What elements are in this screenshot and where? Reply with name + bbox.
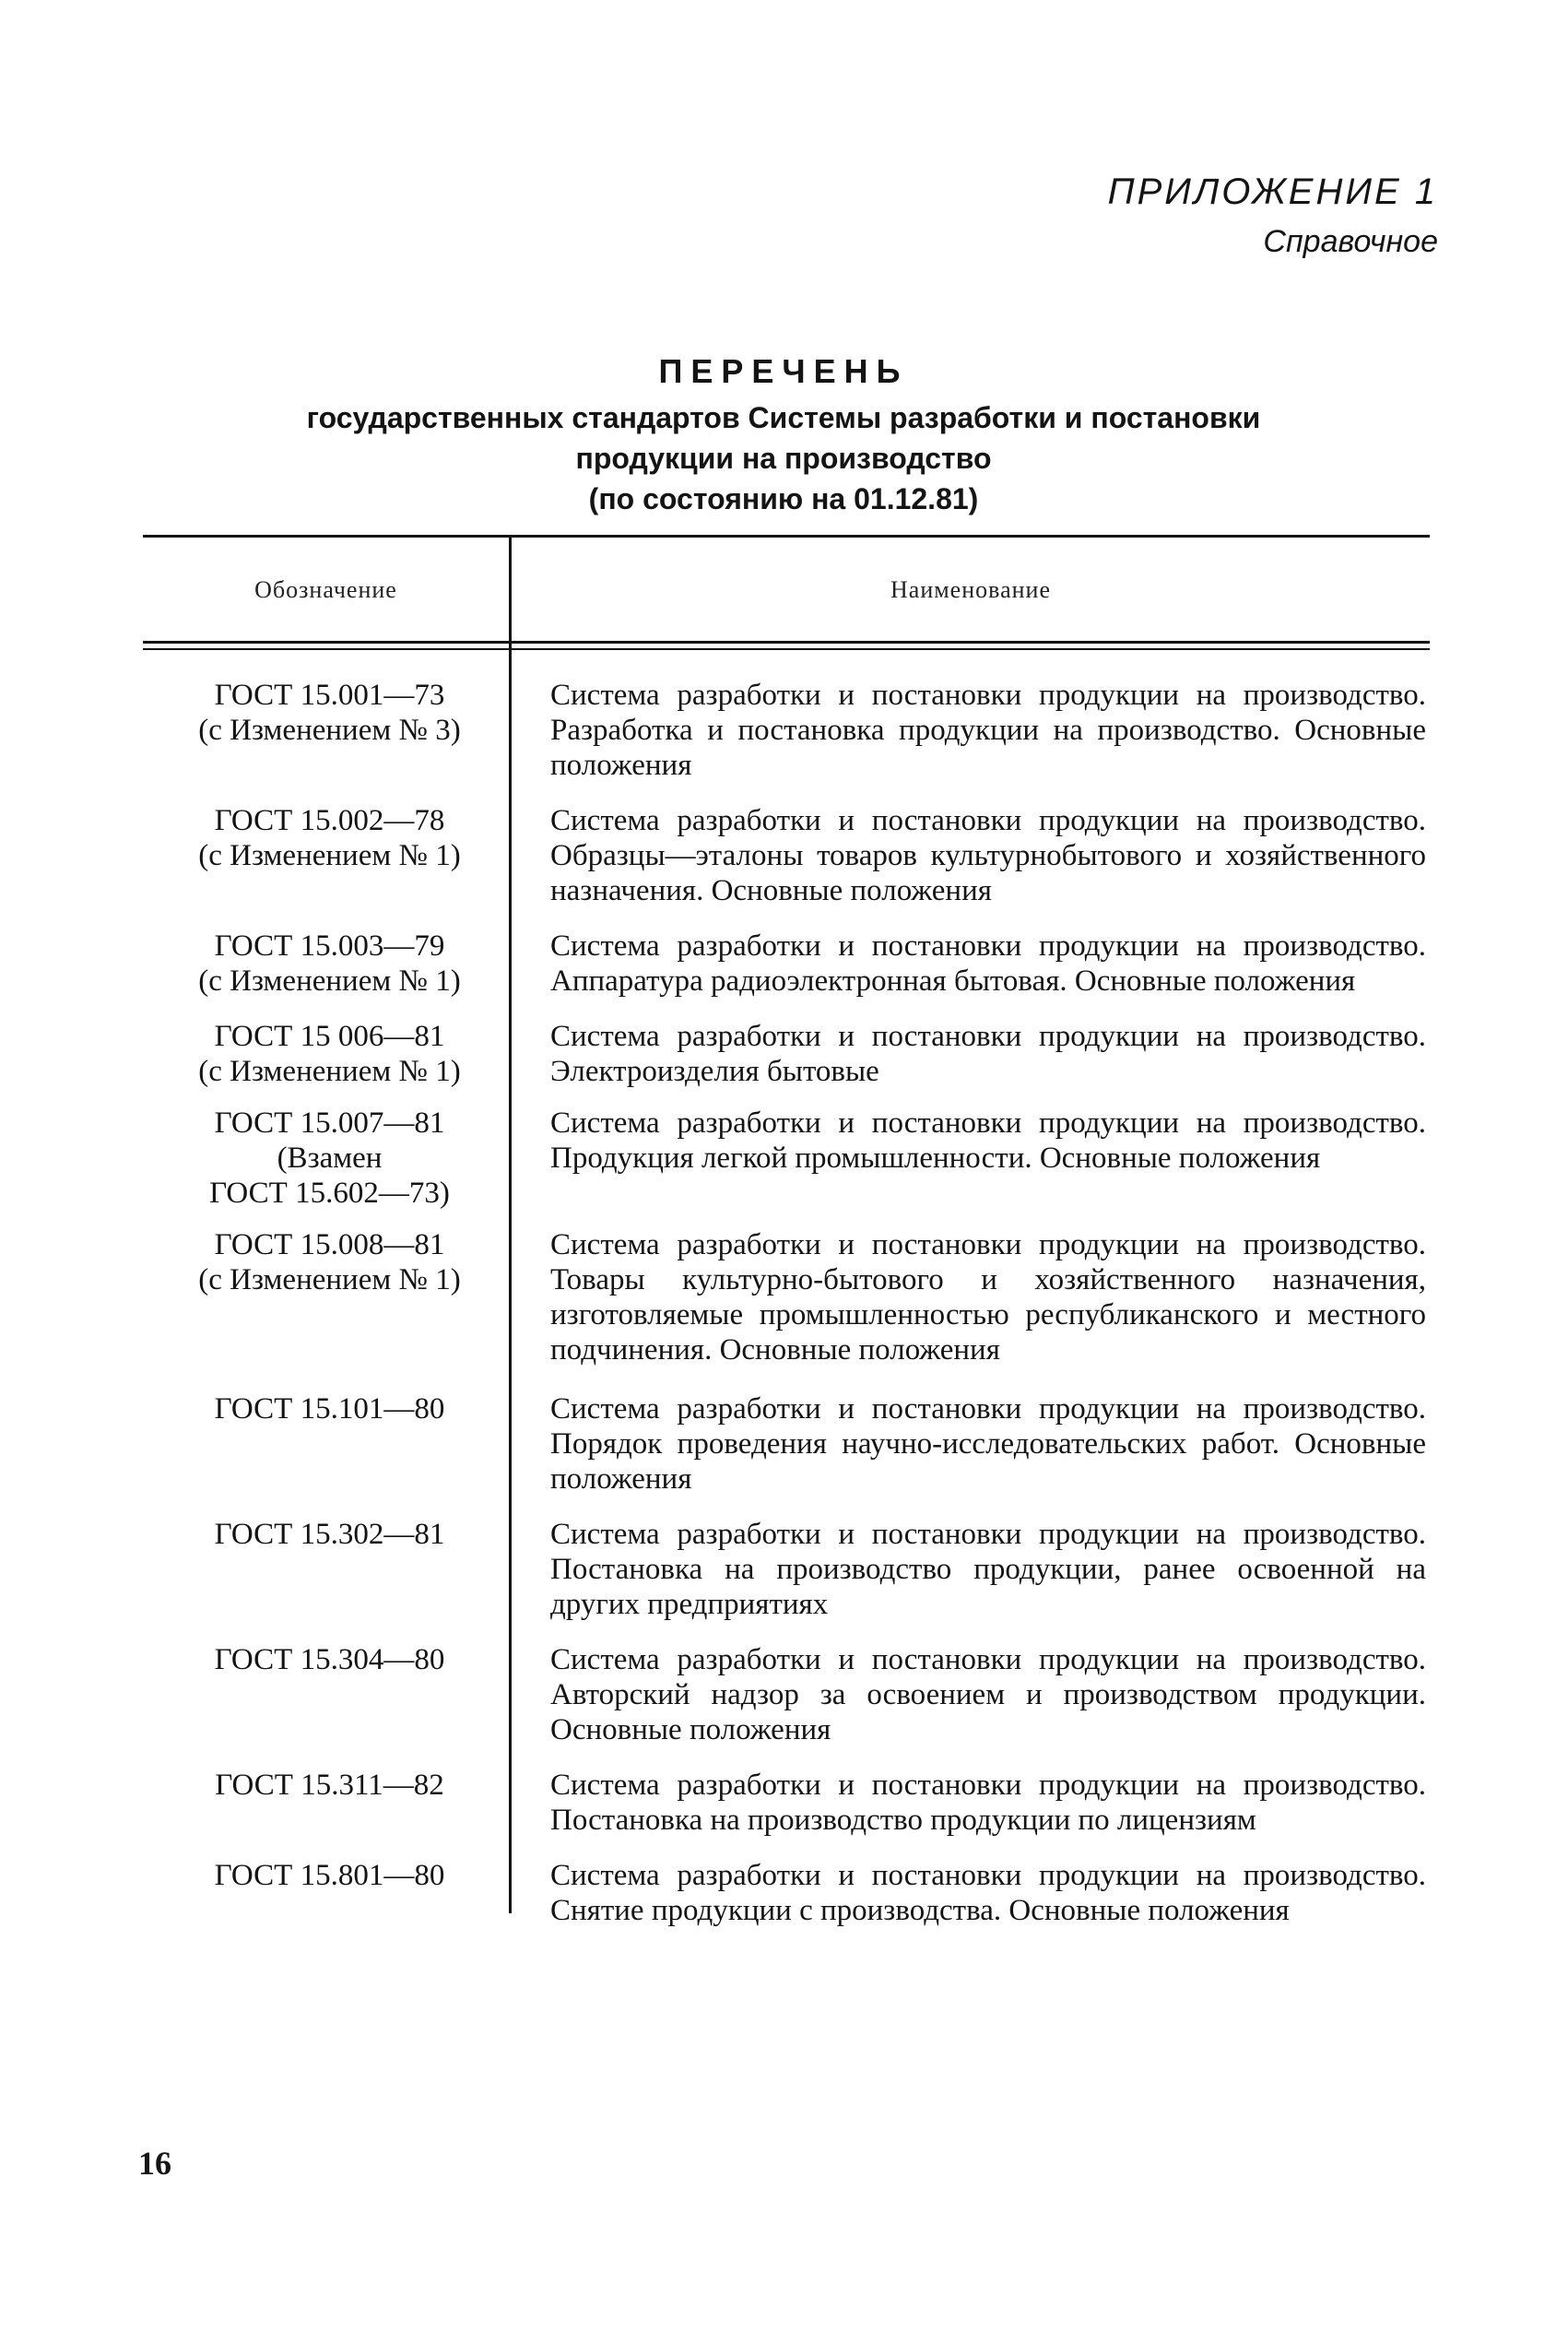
- designation-line: (с Изменением № 1): [198, 964, 461, 998]
- table-row: [143, 1391, 1430, 1497]
- designation-line: (Взамен: [277, 1142, 383, 1175]
- standard-name: Система разработки и постановки продукции на производство. Образцы—эталоны товаров культурнобытового и хозяйственного назначения. Основные положения: [550, 804, 1426, 907]
- standard-name: Система разработки и постановки продукции на производство. Постановка на производство продукции, ранее освоенной на других предприятиях: [550, 1518, 1426, 1621]
- standard-name: Система разработки и постановки продукции на производство. Товары культурно-бытового и хозяйственного назначения, изготовляемые промышленностью республиканского и местного подчинения. Основные положения: [550, 1228, 1426, 1367]
- designation-line: ГОСТ 15.008—81: [214, 1228, 445, 1261]
- designation-line: (с Изменением № 3): [198, 714, 461, 747]
- table-row: [143, 929, 1430, 999]
- designation-line: ГОСТ 15.007—81: [214, 1106, 445, 1140]
- standard-designation: [143, 1227, 512, 1297]
- designation-line: ГОСТ 15.311—82: [215, 1769, 444, 1802]
- designation-line: (с Изменением № 1): [198, 1055, 461, 1088]
- standard-name: Система разработки и постановки продукции на производство. Электроизделия бытовые: [550, 1020, 1426, 1088]
- header-rule: [143, 641, 1430, 644]
- designation-line: (с Изменением № 1): [198, 1263, 461, 1296]
- standards-table: [143, 678, 1430, 1928]
- designation-line: ГОСТ 15.101—80: [214, 1392, 445, 1426]
- table-row: [143, 1642, 1430, 1747]
- standard-designation: [143, 1019, 512, 1089]
- designation-line: ГОСТ 15.003—79: [214, 929, 445, 963]
- table-row: [143, 1019, 1430, 1089]
- standard-designation: [143, 1858, 512, 1893]
- designation-line: ГОСТ 15.001—73: [214, 679, 445, 712]
- standard-designation: [143, 803, 512, 873]
- standard-designation: [143, 1642, 512, 1677]
- table-row: [143, 1768, 1430, 1838]
- table-row: [143, 803, 1430, 908]
- heading-line-1: государственных стандартов Системы разработки и постановки: [306, 401, 1261, 434]
- designation-line: ГОСТ 15.304—80: [214, 1643, 445, 1676]
- heading-title: ПЕРЕЧЕНЬ: [658, 352, 909, 390]
- page-number: 16: [138, 2145, 171, 2182]
- standard-designation: [143, 1106, 512, 1211]
- standard-name: Система разработки и постановки продукции на производство. Авторский надзор за освоением и производством продукции. Основные положения: [550, 1643, 1426, 1746]
- table-top-rule: [143, 535, 1430, 538]
- standard-name: Система разработки и постановки продукции на производство. Снятие продукции с производства. Основные положения: [550, 1859, 1426, 1927]
- standard-name: Система разработки и постановки продукции на производство. Аппаратура радиоэлектронная бытовая. Основные положения: [550, 929, 1426, 998]
- designation-line: ГОСТ 15.002—78: [214, 804, 445, 837]
- column-header-designation: Обозначение: [254, 576, 397, 603]
- standard-designation: [143, 1768, 512, 1803]
- table-row: [143, 1106, 1430, 1211]
- designation-line: ГОСТ 15 006—81: [214, 1020, 445, 1053]
- table-row: [143, 1517, 1430, 1622]
- designation-line: ГОСТ 15.302—81: [214, 1518, 445, 1551]
- table-row: [143, 1227, 1430, 1367]
- standard-name: Система разработки и постановки продукции на производство. Продукция легкой промышленности. Основные положения: [550, 1106, 1426, 1175]
- standard-designation: [143, 678, 512, 748]
- appendix-block: [996, 166, 1438, 266]
- standard-name: Система разработки и постановки продукции на производство. Постановка на производство продукции по лицензиям: [550, 1769, 1426, 1837]
- standard-designation: [143, 1391, 512, 1426]
- appendix-subtitle: Справочное: [1263, 224, 1438, 259]
- table-row: [143, 678, 1430, 783]
- heading-line-2: продукции на производство: [575, 442, 992, 475]
- table-row: [143, 1858, 1430, 1928]
- appendix-label: ПРИЛОЖЕНИЕ 1: [1107, 172, 1438, 212]
- heading-line-3: (по состоянию на 01.12.81): [588, 482, 979, 515]
- document-heading: [138, 346, 1429, 519]
- standard-designation: [143, 1517, 512, 1552]
- header-rule-double: [143, 648, 1430, 650]
- column-header-name: Наименование: [890, 576, 1051, 603]
- designation-line: ГОСТ 15.801—80: [214, 1859, 445, 1892]
- standard-designation: [143, 929, 512, 999]
- designation-line: (с Изменением № 1): [198, 839, 461, 872]
- standard-name: Система разработки и постановки продукции на производство. Разработка и постановка продукции на производство. Основные положения: [550, 679, 1426, 782]
- standard-name: Система разработки и постановки продукции на производство. Порядок проведения научно-исследовательских работ. Основные положения: [550, 1392, 1426, 1496]
- designation-line: ГОСТ 15.602—73): [209, 1177, 450, 1210]
